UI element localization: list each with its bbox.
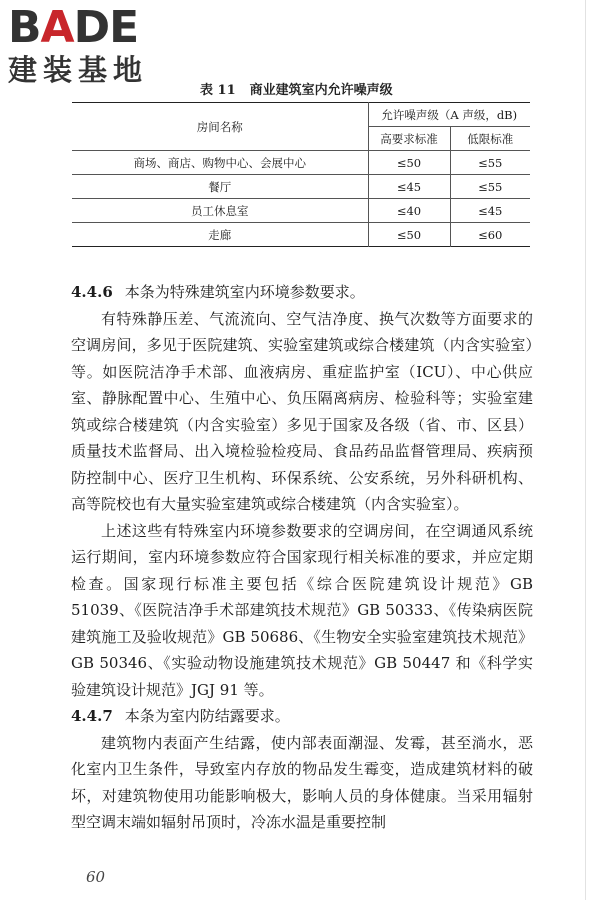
clause-title: 本条为特殊建筑室内环境参数要求。 bbox=[124, 283, 365, 301]
low-value: ≤55 bbox=[450, 151, 530, 175]
logo-wordmark: BADE bbox=[8, 2, 139, 53]
table-title: 商业建筑室内允许噪声级 bbox=[249, 83, 393, 98]
table-caption bbox=[200, 79, 393, 98]
high-value: ≤40 bbox=[368, 199, 450, 223]
room-name: 员工休息室 bbox=[72, 199, 368, 223]
header-noise-group: 允许噪声级（A 声级，dB) bbox=[368, 103, 530, 127]
table-row bbox=[72, 223, 530, 247]
low-value: ≤60 bbox=[450, 223, 530, 247]
paragraph: 上述这些有特殊室内环境参数要求的空调房间，在空调通风系统运行期间，室内环境参数应符合国家现行相关标准的要求，并应定期检查。国家现行标准主要包括《综合医院建筑设计规范》GB 51039、《医院洁净手术部建筑技术规范》GB 50333、《传染病医院建筑施工及验收规范》GB 50686、《生物安全实验室建筑技术规范》GB 50346、《实验动物设施建筑技术规范》GB 50447 和《科学实验建筑设计规范》JGJ 91 等。 bbox=[71, 521, 533, 699]
clause-title: 本条为室内防结露要求。 bbox=[124, 707, 290, 725]
clause-heading-4-4-6 bbox=[71, 279, 533, 306]
paragraph: 有特殊静压差、气流流向、空气洁净度、换气次数等方面要求的空调房间，多见于医院建筑、实验室建筑或综合楼建筑（内含实验室）等。如医院洁净手术部、血液病房、重症监护室（ICU）、中心供应室、静脉配置中心、生殖中心、负压隔离病房、检验科等；实验室建筑或综合楼建筑（内含实验室）多见于国家及各级（省、市、区县）质量技术监督局、出入境检验检疫局、食品药品监督管理局、疾病预防控制中心、医疗卫生机构、环保系统、公安系统，另外科研机构、高等院校也有大量实验室建筑或综合楼建筑（内含实验室）。 bbox=[71, 309, 533, 513]
low-value: ≤45 bbox=[450, 199, 530, 223]
clause-number: 4.4.6 bbox=[71, 283, 113, 301]
header-high-standard: 高要求标准 bbox=[368, 127, 450, 151]
table-row bbox=[72, 151, 530, 175]
noise-level-table bbox=[72, 102, 530, 247]
room-name: 餐厅 bbox=[72, 175, 368, 199]
room-name: 商场、商店、购物中心、会展中心 bbox=[72, 151, 368, 175]
page-edge-divider bbox=[585, 0, 586, 900]
page-number: 60 bbox=[86, 868, 106, 886]
body-text bbox=[71, 279, 533, 836]
high-value: ≤50 bbox=[368, 223, 450, 247]
high-value: ≤45 bbox=[368, 175, 450, 199]
table-row bbox=[72, 199, 530, 223]
low-value: ≤55 bbox=[450, 175, 530, 199]
paragraph: 建筑物内表面产生结露，使内部表面潮湿、发霉，甚至淌水，恶化室内卫生条件，导致室内存放的物品发生霉变，造成建筑材料的破坏，对建筑物使用功能影响极大，影响人员的身体健康。当采用辐射型空调末端如辐射吊顶时，冷冻水温是重要控制 bbox=[71, 733, 533, 831]
clause-heading-4-4-7 bbox=[71, 703, 533, 730]
header-low-standard: 低限标准 bbox=[450, 127, 530, 151]
table-row bbox=[72, 175, 530, 199]
high-value: ≤50 bbox=[368, 151, 450, 175]
clause-number: 4.4.7 bbox=[71, 707, 113, 725]
brand-logo bbox=[8, 2, 178, 88]
header-room-name: 房间名称 bbox=[72, 103, 368, 151]
logo-subtitle: 建装基地 bbox=[8, 53, 149, 87]
room-name: 走廊 bbox=[72, 223, 368, 247]
table-number: 表 11 bbox=[200, 83, 236, 98]
